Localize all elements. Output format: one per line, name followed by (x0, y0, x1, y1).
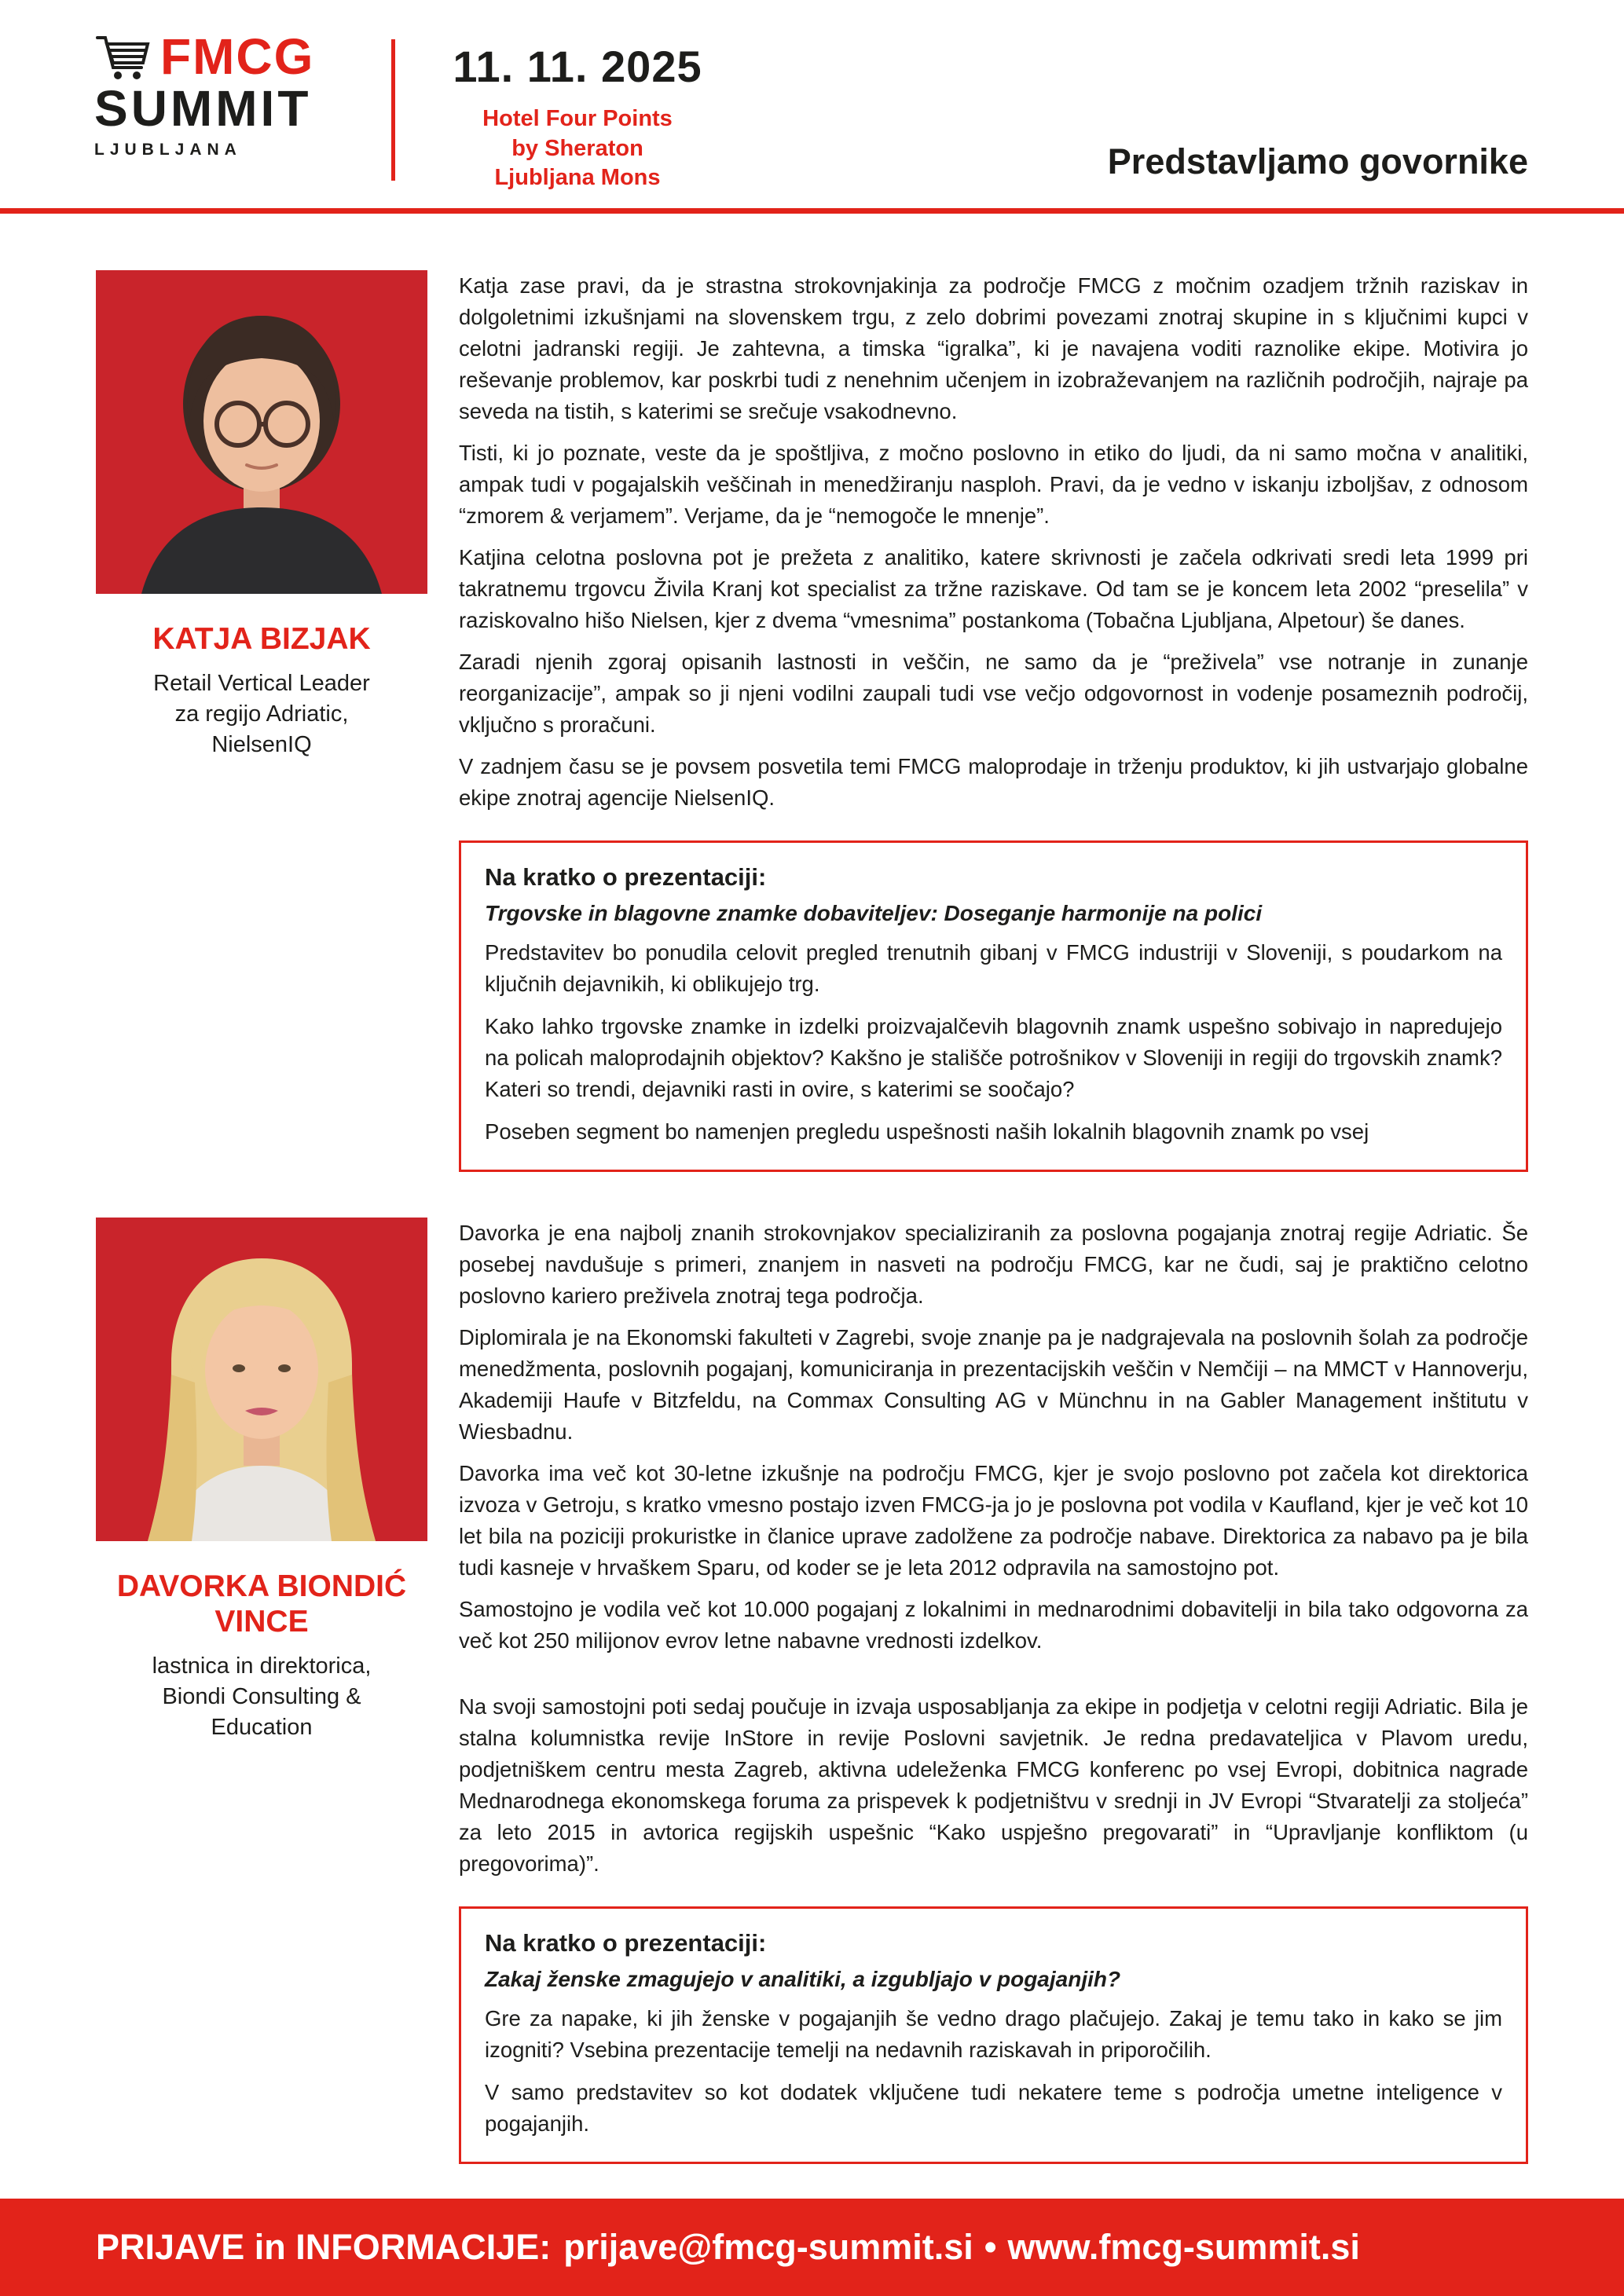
footer-website-link[interactable]: www.fmcg-summit.si (1007, 2227, 1360, 2267)
bio-paragraph: Na svoji samostojni poti sedaj poučuje in izvaja usposabljanja za ekipe in podjetja v celotni regiji Adriatic. Bila je stalna kolumnistka revije InStore in revije Poslovni savjetnik. Je redna predavateljica v Plavom uredu, podjetniškem centru mesta Zagreb, aktivna udeleženka FMCG konferenc po vsej Evropi, dobitnica nagrade Mednarodnega ekonomskega foruma za prispevek k podjetništvu v srednji in JV Evropi “Stvaratelji za stoljeća” za leto 2015 in avtorica regijskih uspešnic “Kako uspješno pregovarati” in “Upravljanje konfliktom (u pregovorima)”. (459, 1694, 1528, 1876)
presentation-heading: Na kratko o prezentaciji: (485, 863, 767, 891)
footer-label: PRIJAVE in INFORMACIJE: (96, 2227, 552, 2267)
presentation-paragraph: Gre za napake, ki jih ženske v pogajanjih še vedno drago plačujejo. Zakaj je temu tako in kako se jim izogniti? Vsebina prezentacije temelji na nedavnih raziskavah in priporočilih. (485, 2006, 1502, 2062)
bio-paragraph: Samostojno je vodila več kot 10.000 pogajanj z lokalnimi in mednarodnimi dobavitelji in bila tako odgovorna za več kot 250 milijonov evrov letne nabavne vrednosti izdelkov. (459, 1597, 1528, 1653)
presentation-paragraph: Predstavitev bo ponudila celovit pregled trenutnih gibanj v FMCG industriji v Sloveniji, s poudarkom na ključnih dejavnikih, ki oblikujejo trg. (485, 940, 1502, 996)
header-rule (0, 208, 1624, 214)
event-venue (424, 104, 731, 193)
footer-email-link[interactable]: prijave@fmcg-summit.si (563, 2227, 973, 2267)
speaker-name: DAVORKA BIONDIĆ VINCE (116, 1569, 407, 1639)
speaker-role (96, 1651, 427, 1743)
event-date: 11. 11. 2025 (453, 42, 702, 91)
speaker-role-line: Education (211, 1714, 313, 1740)
bio-paragraph: Tisti, ki jo poznate, veste da je spoštljiva, z močno poslovno in etiko do ljudi, da ni samo močna v analitiki, ampak tudi v pogajalskih veščinah in menedžiranju nasploh. Pravi, da je vedno v iskanju izboljšav, z odnosom “zmorem & verjamem”. Verjame, da je “nemogoče le mnenje”. (459, 441, 1528, 528)
page-title: Predstavljamo govornike (1107, 141, 1528, 181)
bio-paragraph: V zadnjem času se je povsem posvetila temi FMCG maloprodaje in trženju produktov, ki jih ustvarjajo globalne ekipe znotraj agencije NielsenIQ. (459, 754, 1528, 810)
brand-logo (94, 28, 315, 159)
speaker-role-line: NielsenIQ (211, 732, 312, 758)
logo-text-city: LJUBLJANA (94, 141, 242, 159)
speaker-role-line: za regijo Adriatic, (174, 701, 349, 727)
speaker-role-line: lastnica in direktorica, (152, 1653, 372, 1679)
venue-line: by Sheraton (511, 135, 643, 161)
logo-text-fmcg: FMCG (160, 28, 315, 85)
bio-paragraph: Davorka ima več kot 30-letne izkušnje na področju FMCG, kjer je svojo poslovno pot začela kot direktorica izvoza v Getroju, s kratko vmesno postajo izven FMCG-ja jo je poslovna pot vodila v Kaufland, kjer je več kot 10 let bila na poziciji prokuristke in članice uprave zadolžene za področje nabave. Direktorica za nabavo pa je bila tudi kasneje v hrvaškem Sparu, od koder se je leta 2012 odpravila na samostojno pot. (459, 1461, 1528, 1580)
header-vertical-divider (391, 39, 395, 181)
bio-paragraph: Davorka je ena najbolj znanih strokovnjakov specializiranih za poslovna pogajanja znotraj regije Adriatic. Še posebej navdušuje s primeri, znanjem in nasveti na področju FMCG, kar ne čudi, saj je praktično celotno poslovno kariero preživela znotraj tega področja. (459, 1221, 1528, 1308)
presentation-paragraph: Poseben segment bo namenjen pregledu uspešnosti naših lokalnih blagovnih znamk po vsej (485, 1119, 1369, 1144)
speaker-photo (96, 1218, 427, 1541)
bio-paragraph: Diplomirala je na Ekonomski fakulteti v Zagrebi, svoje znanje pa je nadgrajevala na poslovnih šolah za področje menedžmenta, poslovnih pogajanj, komuniciranja in prezentacijskih veščin v Nemčiji – na MMCT v Hannoverju, Akademiji Haufe v Bitzfeldu, na Commax Consulting AG v Münchnu in na Gabler Management inštitutu v Wiesbadnu. (459, 1325, 1528, 1444)
presentation-title: Zakaj ženske zmagujejo v analitiki, a izgubljajo v pogajanjih? (485, 1967, 1121, 1991)
speaker-section-katja-bizjak (96, 270, 1528, 1172)
presentation-paragraph: V samo predstavitev so kot dodatek vključene tudi nekatere teme s področja umetne inteligence v pogajanjih. (485, 2080, 1502, 2136)
presentation-box (459, 1906, 1528, 2164)
venue-line: Hotel Four Points (482, 106, 673, 131)
bio-paragraph: Katjina celotna poslovna pot je prežeta z analitiko, katere skrivnosti je začela odkrivati sredi leta 1999 pri takratnemu trgovcu Živila Kranj kot specialist za tržne raziskave. Od tam se je koncem leta 2002 “preselila” v raziskovalno hišo Nielsen, kjer z dvema “vmesnima” postankoma (Tobačna Ljubljana, Alpetour) še danes. (459, 545, 1528, 632)
speaker-section-davorka-biondic-vince (96, 1218, 1528, 2164)
logo-text-summit: SUMMIT (94, 80, 312, 137)
presentation-box (459, 840, 1528, 1172)
speaker-photo (96, 270, 427, 594)
footer-bullet: • (984, 2227, 997, 2267)
speaker-name: KATJA BIZJAK (152, 622, 371, 656)
presentation-heading: Na kratko o prezentaciji: (485, 1929, 767, 1957)
event-info (424, 41, 731, 193)
speaker-role (96, 668, 427, 760)
presentation-paragraph: Kako lahko trgovske znamke in izdelki proizvajalčevih blagovnih znamk uspešno sobivajo in napredujejo na policah maloprodajnih objektov? Kakšno je stališče potrošnikov v Sloveniji in regiji do trgovskih znamk? Kateri so trendi, dejavniki rasti in ovire, s katerimi se soočajo? (485, 1014, 1502, 1101)
bio-paragraph: Zaradi njenih zgoraj opisanih lastnosti in veščin, ne samo da je “preživela” vse notranje in zunanje reorganizacije”, ampak so ji njeni vodilni zaupali tudi vse večjo odgovornost in vodenje posameznih področij, vključno s proračuni. (459, 650, 1528, 737)
speaker-bio (459, 1218, 1528, 1880)
bio-paragraph: Katja zase pravi, da je strastna strokovnjakinja za področje FMCG z močnim ozadjem tržnih raziskav in dolgoletnimi izkušnjami na slovenskem trgu, z zelo dobrimi povezami znotraj skupine in s ključnimi kupci v celotni jadranski regiji. Je zahtevna, a timska “igralka”, ki je navajena voditi raznolike ekipe. Motivira jo reševanje problemov, kar poskrbi tudi z nenehnim učenjem in izobraževanjem na različnih področjih, najraje pa seveda na tistih, s katerimi se srečuje vsakodnevno. (459, 273, 1528, 423)
speaker-role-line: Biondi Consulting & (162, 1683, 361, 1709)
footer-bar (0, 2199, 1624, 2296)
speaker-role-line: Retail Vertical Leader (153, 670, 370, 696)
shopping-cart-icon (94, 33, 152, 82)
presentation-title: Trgovske in blagovne znamke dobaviteljev: Doseganje harmonije na polici (485, 901, 1263, 925)
header (0, 0, 1624, 214)
speaker-bio (459, 270, 1528, 814)
venue-line: Ljubljana Mons (494, 165, 661, 191)
